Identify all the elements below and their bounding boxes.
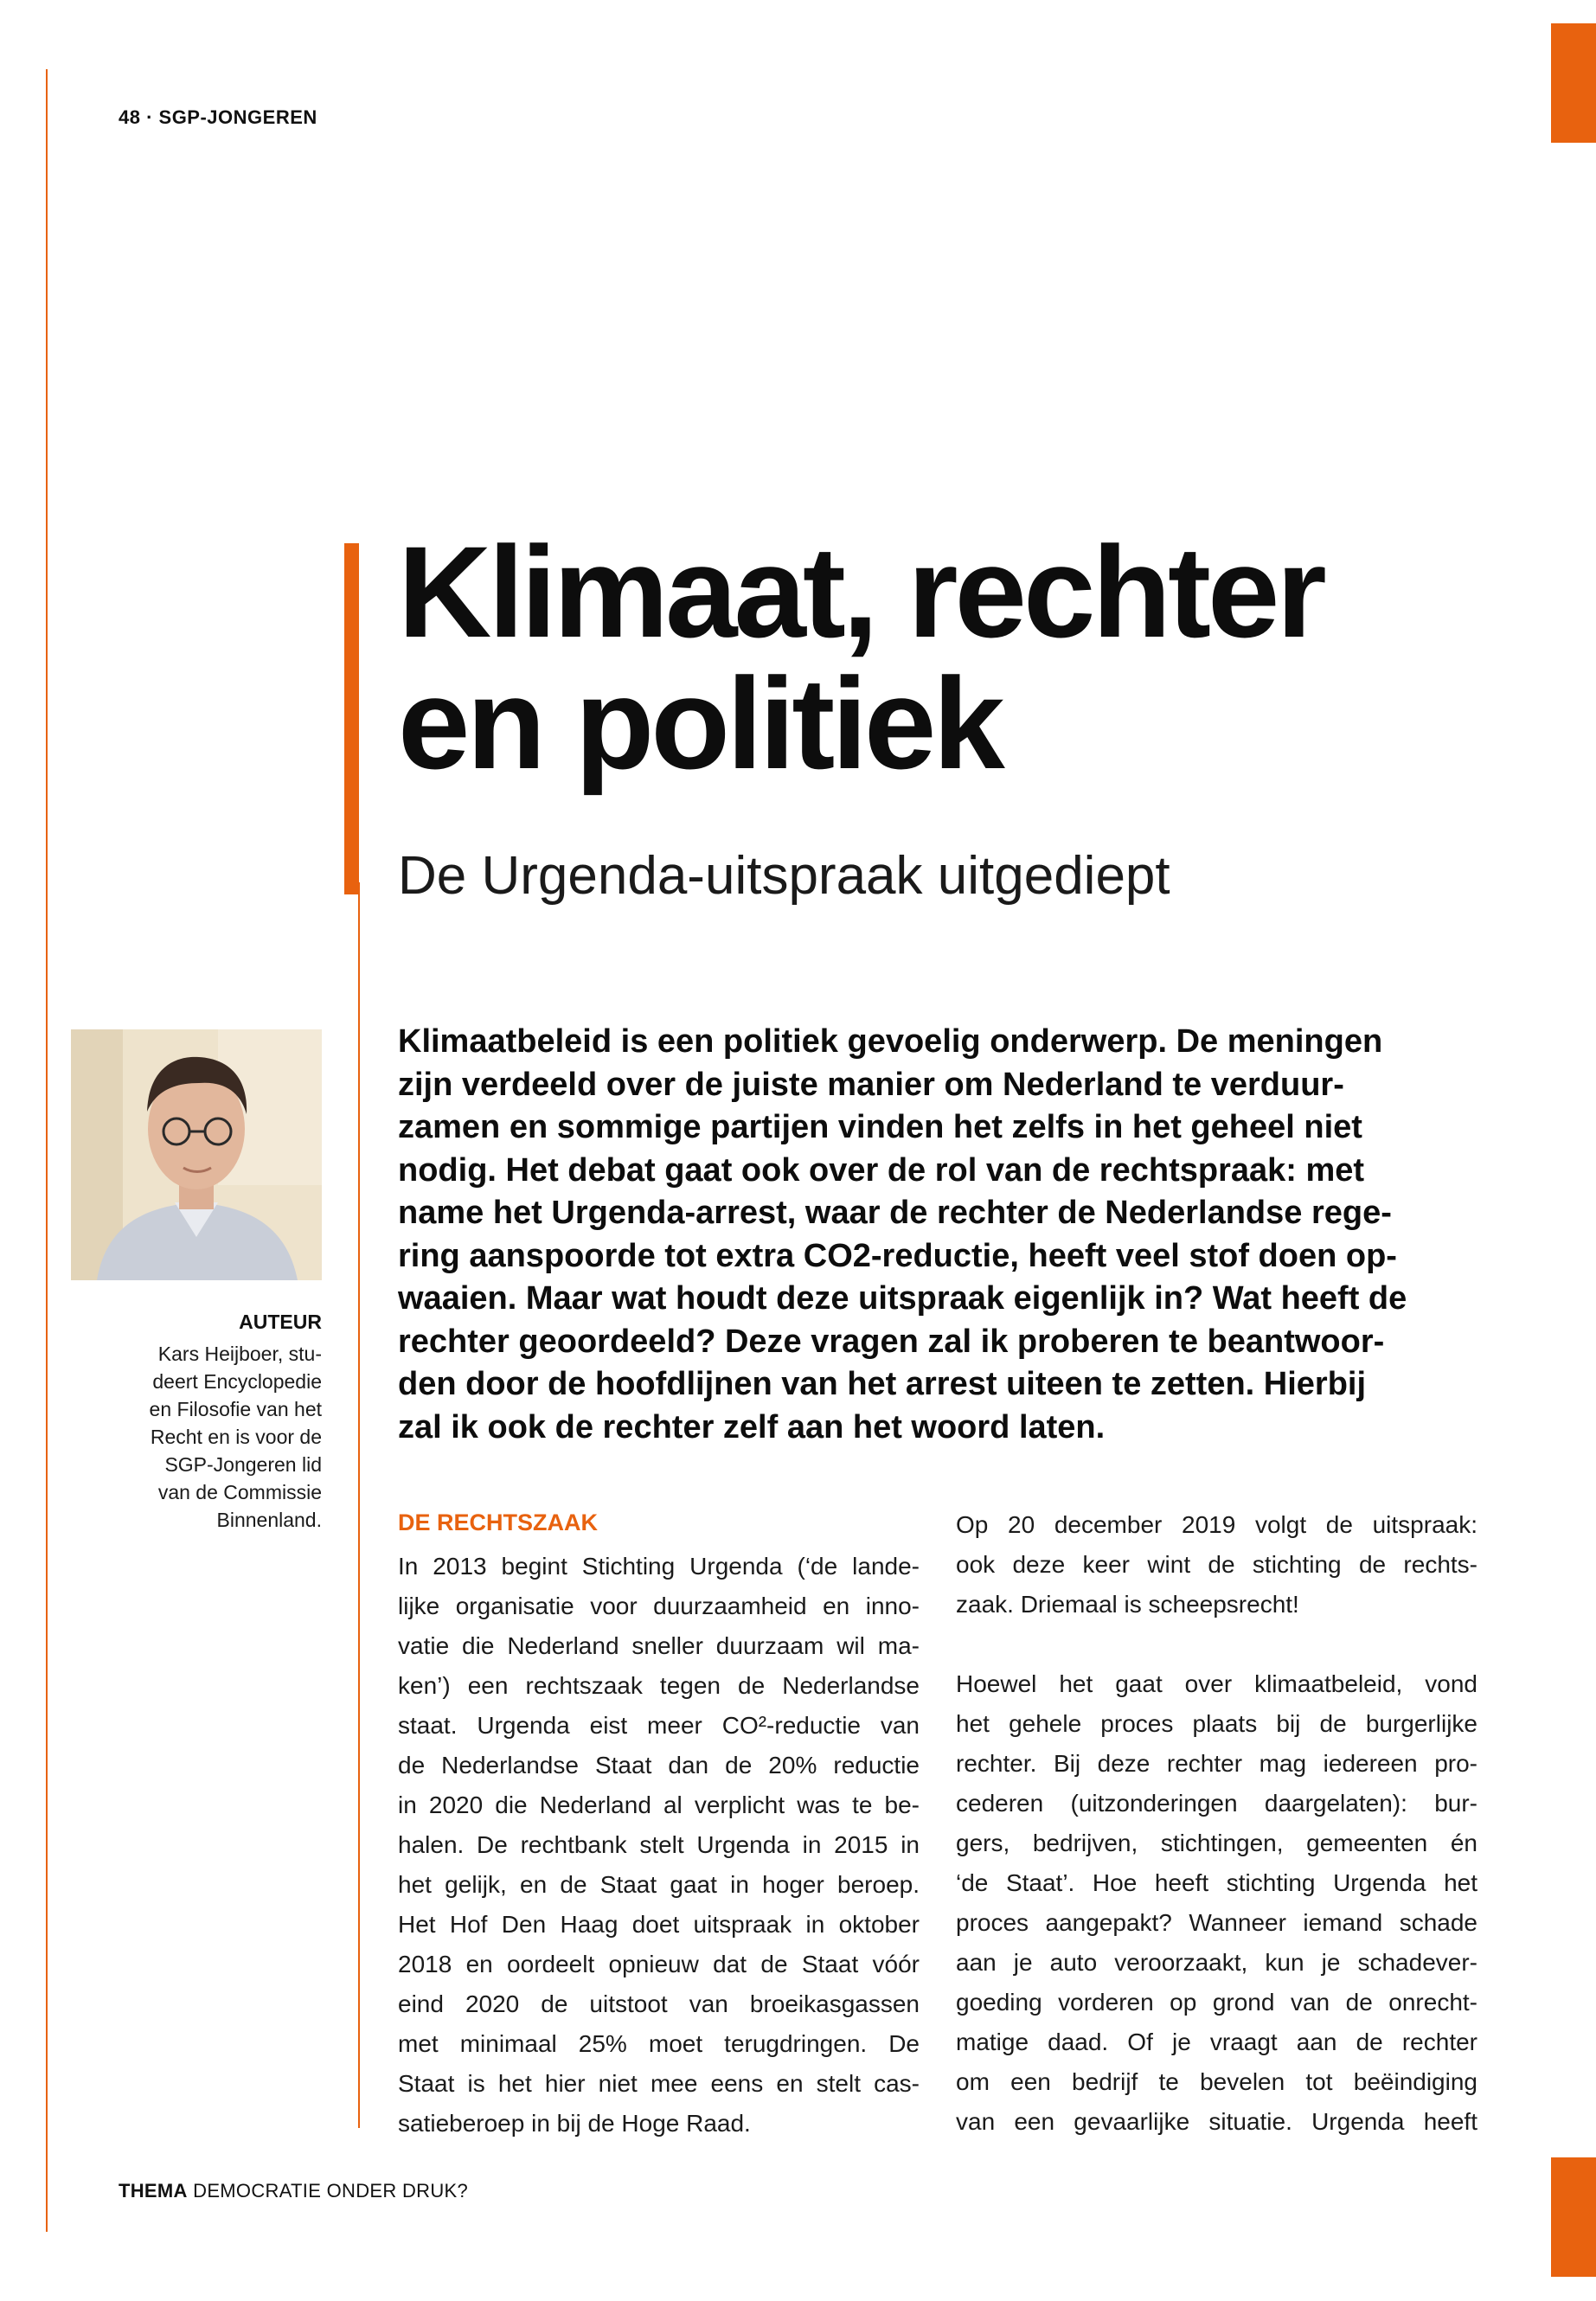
body-line: zaak. Driemaal is scheepsrecht! — [956, 1591, 1299, 1618]
page-edge-tab-bottom — [1551, 2157, 1596, 2277]
body-line: staat. Urgenda eist meer CO²-reductie van — [398, 1712, 920, 1739]
lead-line: zal ik ook de rechter zelf aan het woord laten. — [398, 1408, 1106, 1445]
body-line: ook deze keer wint de stichting de rechts- — [956, 1551, 1477, 1578]
body-line: met minimaal 25% moet terugdringen. De — [398, 2030, 920, 2057]
running-head: 48 · SGP-JONGEREN — [119, 106, 317, 128]
body-line: eind 2020 de uitstoot van broeikasgassen — [398, 1990, 920, 2017]
footer — [119, 2180, 468, 2202]
body-line: ‘de Staat’. Hoe heeft stichting Urgenda het — [956, 1869, 1477, 1896]
footer-theme-label: THEMA — [119, 2180, 188, 2202]
lead-line: name het Urgenda-arrest, waar de rechter de Nederlandse rege- — [398, 1195, 1392, 1231]
column-rule — [358, 882, 360, 2128]
body-line: proces aangepakt? Wanneer iemand schade — [956, 1909, 1477, 1936]
lead-line: nodig. Het debat gaat ook over de rol van de rechtspraak: met — [398, 1151, 1365, 1189]
lead-paragraph — [398, 1021, 1488, 1449]
body-line: de Nederlandse Staat dan de 20% reductie — [398, 1752, 920, 1779]
body-line: het gelijk, en de Staat gaat in hoger beroep. — [398, 1871, 920, 1898]
body-line: vatie die Nederland sneller duurzaam wil ma- — [398, 1632, 920, 1659]
margin-rule — [46, 69, 48, 2232]
article-subtitle: De Urgenda-uitspraak uitgediept — [398, 846, 1170, 906]
page-edge-tab-top — [1551, 23, 1596, 143]
author-bio-line: en Filosofie van het — [149, 1398, 322, 1420]
body-line: Het Hof Den Haag doet uitspraak in oktober — [398, 1911, 920, 1938]
lead-line: ring aanspoorde tot extra CO2-reductie, heeft veel stof doen op- — [398, 1237, 1397, 1274]
author-bio-line: SGP-Jongeren lid — [164, 1453, 322, 1476]
body-line: rechter. Bij deze rechter mag iedereen pro- — [956, 1750, 1477, 1777]
body-line: gers, bedrijven, stichtingen, gemeenten én — [956, 1830, 1477, 1856]
author-label: AUTEUR — [239, 1311, 322, 1333]
body-line: Op 20 december 2019 volgt de uitspraak: — [956, 1511, 1477, 1538]
body-line: halen. De rechtbank stelt Urgenda in 2015 in — [398, 1831, 920, 1858]
body-line: het gehele proces plaats bij de burgerlijke — [956, 1710, 1477, 1737]
section-heading: DE RECHTSZAAK — [398, 1509, 599, 1535]
body-line: Staat is het hier niet mee eens en stelt cas- — [398, 2070, 920, 2097]
author-bio-line: van de Commissie — [157, 1481, 322, 1503]
body-line: 2018 en oordeelt opnieuw dat de Staat vóór — [398, 1951, 920, 1977]
author-bio-line: deert Encyclopedie — [152, 1370, 322, 1393]
body-line: om een bedrijf te bevelen tot beëindiging — [956, 2068, 1477, 2095]
lead-line: waaien. Maar wat houdt deze uitspraak eigenlijk in? Wat heeft de — [398, 1280, 1407, 1317]
body-line: lijke organisatie voor duurzaamheid en inno- — [398, 1593, 920, 1619]
title-line-1: Klimaat, rechter — [398, 519, 1324, 664]
lead-line: rechter geoordeeld? Deze vragen zal ik proberen te beantwoor- — [398, 1323, 1385, 1360]
paragraph-gap — [956, 1625, 1477, 1664]
body-line: van een gevaarlijke situatie. Urgenda heeft — [956, 2108, 1477, 2135]
body-line: In 2013 begint Stichting Urgenda (‘de lande- — [398, 1553, 920, 1580]
lead-line: Klimaatbeleid is een politiek gevoelig onderwerp. De meningen — [398, 1023, 1383, 1060]
article-title — [398, 519, 1324, 796]
author-bio-line: Binnenland. — [216, 1509, 322, 1531]
body-column-2 — [956, 1505, 1477, 2142]
body-line: cederen (uitzonderingen daargelaten): bur- — [956, 1790, 1477, 1817]
footer-theme-text: DEMOCRATIE ONDER DRUK? — [193, 2180, 469, 2202]
author-bio-line: Recht en is voor de — [150, 1426, 322, 1448]
title-accent-bar — [344, 543, 359, 894]
body-line: matige daad. Of je vraagt aan de rechter — [956, 2029, 1477, 2055]
body-line: ken’) een rechtszaak tegen de Nederlandse — [398, 1672, 920, 1699]
body-line: in 2020 die Nederland al verplicht was te be- — [398, 1791, 920, 1818]
author-photo — [71, 1029, 322, 1280]
body-line: aan je auto veroorzaakt, kun je schadever- — [956, 1949, 1477, 1976]
author-bio — [71, 1340, 322, 1534]
title-line-2: en politiek — [398, 651, 1002, 796]
author-bio-line: Kars Heijboer, stu- — [157, 1343, 322, 1365]
lead-line: den door de hoofdlijnen van het arrest uiteen te zetten. Hierbij — [398, 1366, 1367, 1402]
lead-line: zijn verdeeld over de juiste manier om Nederland te verduur- — [398, 1066, 1344, 1103]
lead-line: zamen en sommige partijen vinden het zelfs in het geheel niet — [398, 1109, 1362, 1145]
body-line: Hoewel het gaat over klimaatbeleid, vond — [956, 1670, 1477, 1697]
body-line: goeding vorderen op grond van de onrecht- — [956, 1989, 1477, 2016]
body-column-1 — [398, 1547, 920, 2144]
body-line: satieberoep in bij de Hoge Raad. — [398, 2110, 751, 2137]
